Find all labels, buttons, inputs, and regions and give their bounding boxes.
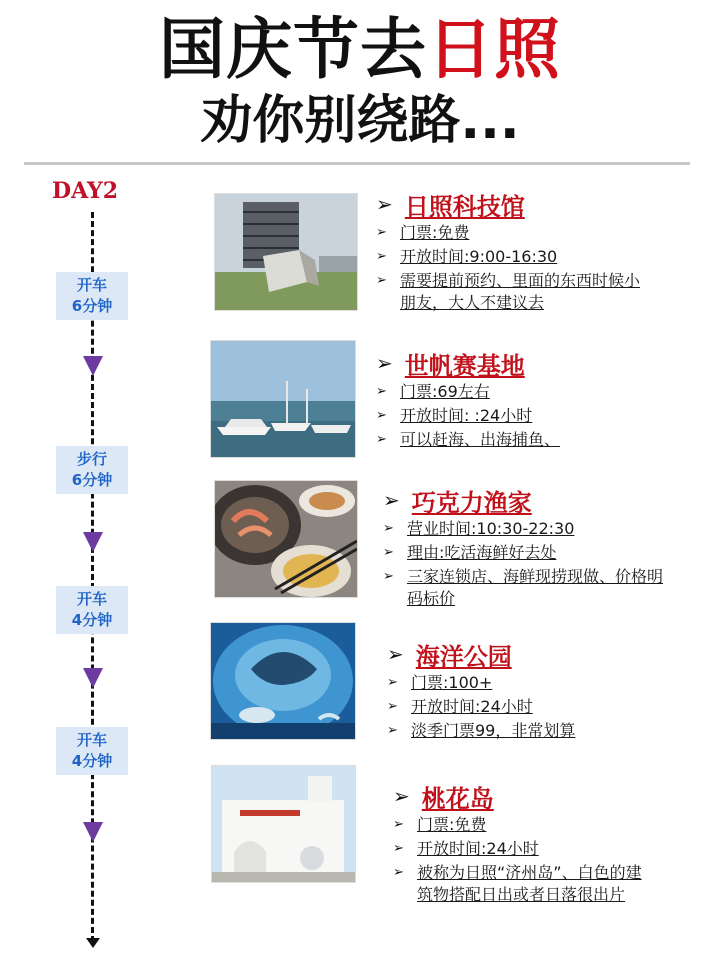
place-detail: 开放时间: :24小时 [400,406,533,425]
place-card [387,636,687,744]
arrow-bullet-icon: ➢ [383,521,394,536]
leg-duration: 4分钟 [71,752,113,770]
place-name: 日照科技馆 [404,192,525,221]
arrow-bullet-icon: ➢ [387,723,398,738]
leg-badge [56,586,128,634]
place-detail: 码标价 [407,589,456,608]
leg-badge [56,446,128,494]
place-name: 世帆赛基地 [404,351,525,380]
place-detail: 筑物搭配日出或者日落很出片 [417,885,626,904]
photo-sailing-base [210,340,356,458]
arrow-bullet-icon: ➢ [376,273,387,288]
arrow-bullet-icon: ➢ [387,642,404,666]
page-title [0,8,720,92]
arrow-bullet-icon: ➢ [376,225,387,240]
arrow-bullet-icon: ➢ [393,865,404,880]
place-detail: 门票:免费 [400,223,470,242]
arrow-bullet-icon: ➢ [393,841,404,856]
photo-ocean-park [210,622,356,740]
photo-seafood-restaurant [214,480,358,598]
place-card [376,345,676,453]
place-card [376,186,676,316]
title-black: 国庆节去 [159,11,427,88]
leg-mode: 开车 [76,276,107,294]
place-detail: 三家连锁店、海鲜现捞现做、价格明 [407,567,664,586]
place-name: 巧克力渔家 [411,488,532,517]
arrow-bullet-icon: ➢ [383,569,394,584]
place-detail: 营业时间:10:30-22:30 [407,519,575,538]
marker-triangle-icon [83,356,103,376]
arrow-bullet-icon: ➢ [383,545,394,560]
place-detail: 朋友，大人不建议去 [400,293,545,312]
leg-mode: 开车 [76,590,107,608]
place-detail: 可以赶海、出海捕鱼、 [400,430,561,449]
leg-badge [56,727,128,775]
divider [24,162,690,165]
place-detail: 理由:吃活海鲜好去处 [407,543,557,562]
arrow-bullet-icon: ➢ [383,488,400,512]
place-detail: 开放时间:24小时 [411,697,533,716]
arrow-bullet-icon: ➢ [376,384,387,399]
leg-mode: 步行 [76,450,107,468]
arrow-bullet-icon: ➢ [376,432,387,447]
marker-triangle-icon [83,668,103,688]
leg-duration: 6分钟 [71,471,113,489]
place-detail: 门票:69左右 [400,382,490,401]
arrow-bullet-icon: ➢ [387,675,398,690]
arrow-bullet-icon: ➢ [393,817,404,832]
page-subtitle: 劝你别绕路... [200,91,520,151]
leg-duration: 6分钟 [71,297,113,315]
timeline-arrow-icon [86,938,100,948]
arrow-bullet-icon: ➢ [387,699,398,714]
place-detail: 淡季门票99，非常划算 [411,721,576,740]
place-name: 桃花岛 [421,784,494,813]
place-detail: 开放时间:9:00-16:30 [400,247,558,266]
arrow-bullet-icon: ➢ [376,249,387,264]
place-name: 海洋公园 [415,642,512,671]
place-detail: 门票:100+ [411,673,493,692]
arrow-bullet-icon: ➢ [376,351,393,375]
title-red: 日照 [427,11,561,88]
arrow-bullet-icon: ➢ [376,192,393,216]
leg-duration: 4分钟 [71,611,113,629]
leg-mode: 开车 [76,731,107,749]
place-card [393,778,693,908]
day-label: DAY2 [52,178,119,204]
marker-triangle-icon [83,822,103,842]
leg-badge [56,272,128,320]
photo-science-museum [214,193,358,311]
place-detail: 被称为日照“济州岛”、白色的建 [417,863,642,882]
place-detail: 门票:免费 [417,815,487,834]
place-detail: 开放时间:24小时 [417,839,539,858]
marker-triangle-icon [83,532,103,552]
arrow-bullet-icon: ➢ [376,408,387,423]
arrow-bullet-icon: ➢ [393,784,410,808]
place-detail: 需要提前预约、里面的东西时候小 [400,271,641,290]
photo-peach-island [211,765,356,883]
place-card [383,482,683,612]
